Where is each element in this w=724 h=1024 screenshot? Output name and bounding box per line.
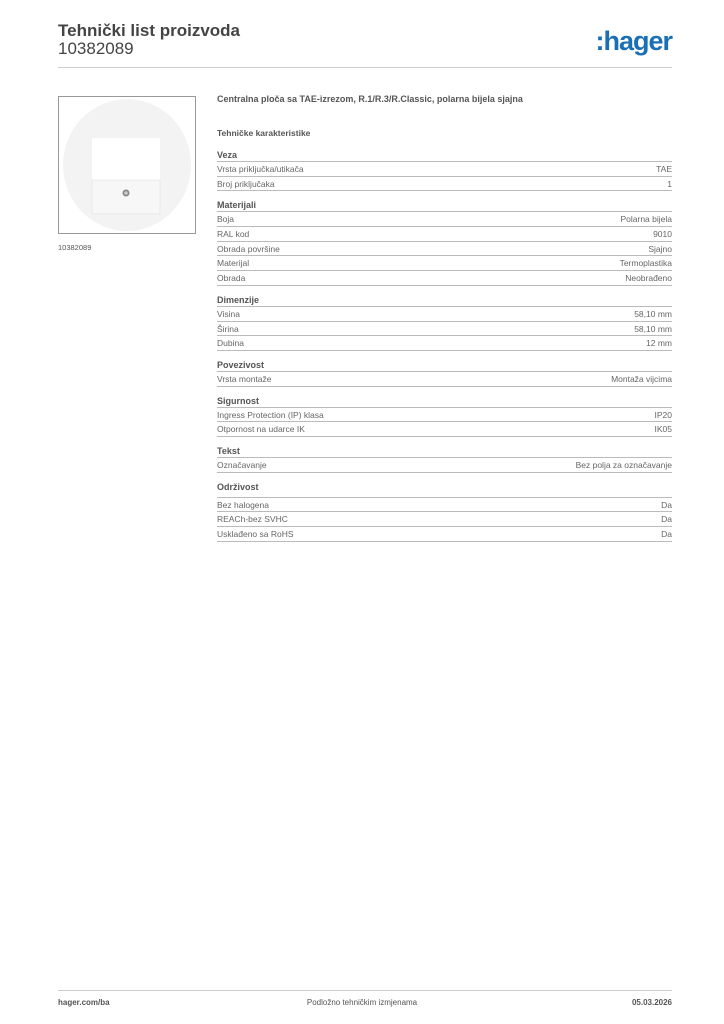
section-title: Tekst xyxy=(217,444,672,458)
spec-label: Bez halogena xyxy=(217,499,269,510)
spec-value: Montaža vijcima xyxy=(611,373,672,384)
spec-value: IP20 xyxy=(654,409,672,420)
spec-section xyxy=(217,198,672,285)
spec-row xyxy=(217,177,672,192)
spec-label: Označavanje xyxy=(217,459,267,470)
spec-row xyxy=(217,242,672,257)
spec-section xyxy=(217,394,672,437)
spec-section xyxy=(217,293,672,351)
spec-row xyxy=(217,227,672,242)
product-number: 10382089 xyxy=(58,39,134,58)
spec-value: Polarna bijela xyxy=(620,214,672,225)
section-heading: Tehničke karakteristike xyxy=(217,128,311,138)
spec-row xyxy=(217,458,672,473)
spec-label: RAL kod xyxy=(217,229,250,240)
spec-row xyxy=(217,212,672,227)
spec-value: 9010 xyxy=(653,229,672,240)
spec-label: Dubina xyxy=(217,338,244,349)
spec-label: Otpornost na udarce IK xyxy=(217,424,305,435)
section-title: Povezivost xyxy=(217,358,672,372)
spec-value: 58,10 mm xyxy=(634,308,672,319)
footer-date: 05.03.2026 xyxy=(631,998,672,1007)
spec-value: 1 xyxy=(667,178,672,189)
spec-label: Vrsta montaže xyxy=(217,373,272,384)
footer-divider xyxy=(58,990,672,991)
spec-section xyxy=(217,148,672,191)
spec-row xyxy=(217,512,672,527)
spec-label: Visina xyxy=(217,308,240,319)
spec-content xyxy=(217,94,672,542)
spec-row xyxy=(217,498,672,513)
footer-website: hager.com/ba xyxy=(58,998,110,1007)
spec-value: Da xyxy=(661,499,672,510)
hager-logo: :hager xyxy=(595,26,672,56)
spec-section xyxy=(217,358,672,387)
section-title: Dimenzije xyxy=(217,293,672,307)
spec-row xyxy=(217,408,672,423)
section-title: Održivost xyxy=(217,480,672,498)
image-caption: 10382089 xyxy=(58,243,92,252)
spec-value: Termoplastika xyxy=(619,258,672,269)
spec-row xyxy=(217,162,672,177)
section-title: Materijali xyxy=(217,198,672,212)
spec-value: Bez polja za označavanje xyxy=(575,459,672,470)
spec-value: IK05 xyxy=(654,424,672,435)
spec-row xyxy=(217,372,672,387)
header-divider xyxy=(58,67,672,68)
product-image xyxy=(58,96,196,234)
spec-section xyxy=(217,444,672,473)
spec-row xyxy=(217,256,672,271)
spec-label: Boja xyxy=(217,214,235,225)
spec-label: REACh-bez SVHC xyxy=(217,514,288,525)
spec-row xyxy=(217,307,672,322)
spec-value: Da xyxy=(661,529,672,539)
spec-label: Ingress Protection (IP) klasa xyxy=(217,409,324,420)
spec-label: Usklađeno sa RoHS xyxy=(217,529,294,539)
spec-row xyxy=(217,422,672,437)
document-title: Tehnički list proizvoda xyxy=(58,21,240,40)
section-title: Sigurnost xyxy=(217,394,672,408)
spec-label: Broj priključaka xyxy=(217,178,275,189)
footer-note: Podložno tehničkim izmjenama xyxy=(306,998,418,1007)
spec-value: Sjajno xyxy=(648,243,672,254)
spec-row xyxy=(217,322,672,337)
spec-row xyxy=(217,527,672,542)
spec-label: Materijal xyxy=(217,258,250,269)
spec-value: TAE xyxy=(656,164,672,174)
section-title: Veza xyxy=(217,148,672,162)
spec-value: Da xyxy=(661,514,672,525)
spec-label: Obrada površine xyxy=(217,243,280,254)
spec-label: Vrsta priključka/utikača xyxy=(217,164,304,174)
spec-value: Neobrađeno xyxy=(625,273,672,284)
spec-label: Obrada xyxy=(217,273,246,284)
spec-row xyxy=(217,336,672,351)
product-description: Centralna ploča sa TAE-izrezom, R.1/R.3/R.Classic, polarna bijela sjajna xyxy=(217,94,523,104)
spec-label: Širina xyxy=(217,323,239,334)
spec-row xyxy=(217,271,672,286)
spec-value: 12 mm xyxy=(646,338,672,349)
spec-section xyxy=(217,480,672,542)
spec-value: 58,10 mm xyxy=(634,323,672,334)
